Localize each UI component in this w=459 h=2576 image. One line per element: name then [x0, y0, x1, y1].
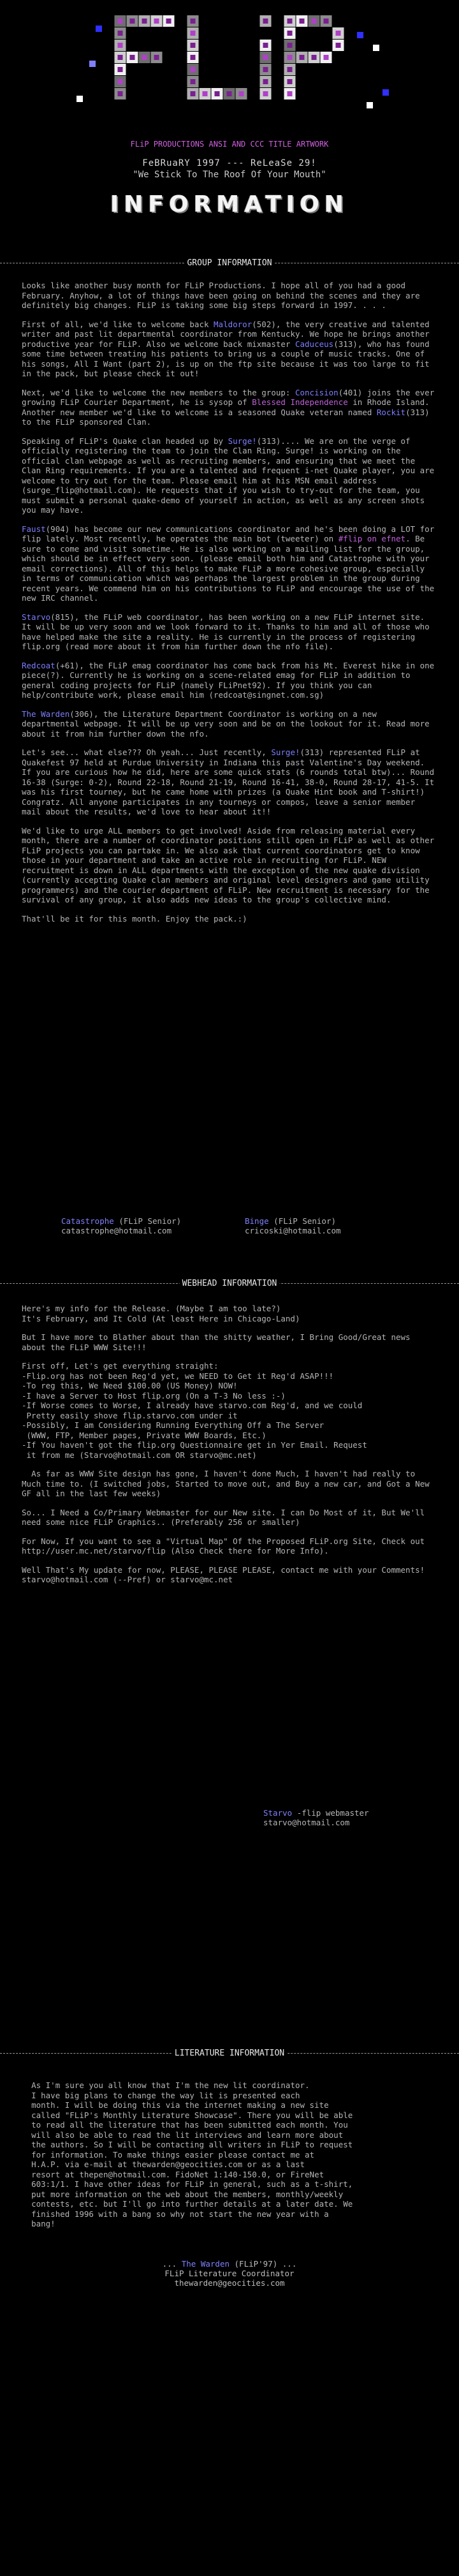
- member-name: Concision: [295, 387, 339, 397]
- paragraph-text: Here's my info for the Release. (Maybe I am too late?) It's February, and It Cold (At least Here in Chicago-Land): [22, 1304, 300, 1323]
- logo-sparkle: [89, 61, 96, 67]
- logo-block-core: [288, 31, 293, 36]
- logo-block-core: [263, 67, 268, 72]
- logo-sparkle: [382, 89, 389, 96]
- page-title: INFORMATION: [110, 191, 349, 217]
- signature-catastrophe: [61, 1216, 181, 1235]
- logo-block-core: [130, 18, 135, 24]
- webhead-information-divider: [0, 1278, 459, 1290]
- paragraph: [22, 747, 436, 817]
- literature-information-body: [22, 2080, 436, 2238]
- member-name: #flip on efnet: [338, 534, 406, 543]
- webhead-information-label: WEBHEAD INFORMATION: [180, 1278, 280, 1290]
- paragraph: [22, 1332, 436, 1352]
- logo-block-core: [191, 31, 196, 36]
- logo-block-core: [239, 91, 244, 96]
- logo-sparkle: [367, 102, 373, 108]
- logo-block-core: [324, 55, 329, 60]
- paragraph: [22, 524, 436, 603]
- signature-email: catastrophe@hotmail.com: [61, 1226, 172, 1235]
- signature-binge: [245, 1216, 341, 1235]
- logo-block-core: [215, 91, 220, 96]
- member-name: Starvo: [22, 612, 51, 622]
- paragraph-text: First of all, we'd like to welcome back: [22, 319, 214, 329]
- group-information-body: [22, 281, 436, 932]
- logo-block-core: [191, 55, 196, 60]
- logo-block-core: [118, 31, 123, 36]
- logo-block-core: [288, 43, 293, 48]
- paragraph-text: (306), the Literature Department Coordinator is working on a new departmental webpage. It will be up very soon and be on the lookout for it. Read more about it from him further down the nfo.: [22, 709, 430, 739]
- paragraph-text: (313), who has found some time between treating his patients to bring us a couple of music tracks. One of his songs, All I Want (part 2), is up on the ftp site because it was too large to fit in the pack, but please check it out!: [22, 339, 430, 378]
- signature-role: (FLiP Senior): [119, 1216, 182, 1226]
- signature-role: FLiP Literature Coordinator: [164, 2269, 295, 2278]
- member-name: Surge!: [228, 436, 257, 446]
- logo-block-core: [288, 55, 293, 60]
- paragraph-text: But I have more to Blather about than the shitty weather, I Bring Good/Great news about the FLiP WWW Site!!!: [22, 1332, 416, 1352]
- signature-name: Starvo: [263, 1808, 293, 1818]
- paragraph: [22, 1508, 436, 1527]
- logo-block-core: [288, 79, 293, 84]
- signature-role: -flip webmaster: [296, 1808, 369, 1818]
- logo-block-core: [263, 91, 268, 96]
- paragraph-text: Let's see... what else??? Oh yeah... Just recently,: [22, 747, 272, 757]
- paragraph: [22, 436, 436, 515]
- signature-suffix: (FLiP'97) ...: [229, 2259, 297, 2269]
- paragraph: [22, 612, 436, 652]
- logo-block-core: [118, 79, 123, 84]
- paragraph: [22, 914, 436, 924]
- logo-block-core: [191, 18, 196, 24]
- signature-name: Catastrophe: [61, 1216, 114, 1226]
- member-name: Faust: [22, 524, 46, 534]
- logo-block-core: [227, 91, 232, 96]
- release-line: FeBRuaRY 1997 --- ReLeaSe 29!: [142, 158, 317, 168]
- paragraph-text: . Be sure to come and visit sometime. He is also working on a mailing list for the group, which should be in effect very soon. (please email both him and Catastrophe with your email corrections). All of this helps to make FLiP a more cohesive group, especially in terms of communication which was perhaps the largest problem in the group during recent years. We commend him on his contributions to FLiP and encourage the use of the new IRC channel.: [22, 534, 435, 603]
- logo-art: [0, 0, 459, 153]
- paragraph-text: As far as WWW Site design has gone, I haven't done Much, I haven't had really to Much time to. (I switched jobs, Started to move out, and Buy a new car, and Got a New GF all in the last few weeks): [22, 1469, 435, 1498]
- member-name: Redcoat: [22, 660, 55, 670]
- logo-block-core: [263, 18, 268, 24]
- paragraph: [22, 2080, 436, 2229]
- logo-block-core: [118, 91, 123, 96]
- paragraph: [22, 1536, 436, 1556]
- paragraph-text: Looks like another busy month for FLiP Productions. I hope all of you had a good February. Anyhow, a lot of things have been going on behind the scenes and they are definitely big changes. FLiP is taking some big steps forward in 1997. . . .: [22, 281, 420, 310]
- motto: "We Stick To The Roof Of Your Mouth": [133, 170, 326, 180]
- logo-block-core: [118, 55, 123, 60]
- paragraph-text: For Now, If you want to see a "Virtual Map" Of the Proposed FLiP.org Site, Check out http://user.mc.net/starvo/flip (Also Check there for More Info).: [22, 1536, 430, 1556]
- logo-block-core: [142, 18, 147, 24]
- signature-starvo: [263, 1808, 369, 1827]
- logo-block-core: [154, 18, 159, 24]
- signature-name: The Warden: [181, 2259, 229, 2269]
- paragraph-text: As I'm sure you all know that I'm the new lit coordinator. I have big plans to change the way lit is presented each month. I will be doing this via the internet making a new site called "FLiP's Monthly Literature Showcase". There you will be able to read all the literature that has been submitted each month. You will also be able to read the lit interviews and learn more about the authors. So I will be contacting all writers in FLiP to request for information. To make things easier please contact me at H.A.P. via e-mail at thewarden@geocities.com or as a last resort at thepen@hotmail.com. FidoNet 1:140-150.0, or FireNet 603:1/1. I have other ideas for FLiP in general, such as a t-shirt, put more information on the web about the members, monthly/weekly contests, etc. but I'll go into further details at a later date. We finished 1996 with a bang so why not start the new year with a bang!: [31, 2080, 353, 2228]
- logo-sparkle: [357, 32, 363, 38]
- signature-email: thewarden@geocities.com: [174, 2278, 285, 2288]
- member-name: Rockit: [376, 407, 406, 417]
- logo-block-core: [336, 31, 341, 36]
- paragraph-text: First off, Let's get everything straight: -Flip.org has not been Reg'd yet, we NEED to Get it Reg'd ASAP!!! -To reg this, We Need $100.00 (US Money) NOW! -I have a Server to Host flip.org (On a T-3 No less :-) -If Worse comes to Worse, I already have starvo.com Reg'd, and we could Pretty easily shove flip.starvo.com under it -Possibly, I am Considering Running Everything Off a The Server (WWW, FTP, Member pages, Private WWW Boards, Etc.) -If You haven't got the flip.org Questionnaire get in Yer Email. Request it from me (Starvo@hotmail.com OR starvo@mc.net): [22, 1361, 367, 1460]
- member-name: Blessed Independence: [252, 397, 348, 407]
- member-name: The Warden: [22, 709, 70, 719]
- paragraph: [22, 661, 436, 700]
- paragraph: [22, 388, 436, 427]
- paragraph-text: (401) joins the ever growing FLiP Courier Department, he is sysop of: [22, 387, 435, 407]
- paragraph: [22, 281, 436, 311]
- logo-sparkle: [96, 26, 102, 32]
- webhead-information-body: [22, 1304, 436, 1594]
- logo-sparkle: [373, 45, 379, 51]
- paragraph-text: (313).... We are on the verge of officially registering the team to join the Clan Ring. Surge! is working on the official clan webpage as well as recruiting members, and ensuring that we meet the Clan Ring requirements. If you are a talented and frequent i-net Quake player, you are welcome to try out for the team. Please email him at his MSN email address (surge_flip@hotmail.com). He requests that if you wish to try-out for the team, you must submit a personal quake-demo of yourself in action, as well as any screen shots you may have.: [22, 436, 435, 515]
- paragraph-text: in Rhode Island. Another new member we'd like to welcome is a seasoned Quake veteran named: [22, 397, 430, 417]
- paragraph-text: Speaking of FLiP's Quake clan headed up by: [22, 436, 228, 446]
- logo-block-core: [312, 55, 317, 60]
- logo-block-core: [263, 79, 268, 84]
- group-information-label: GROUP INFORMATION: [184, 258, 274, 269]
- logo-block-core: [154, 55, 159, 60]
- logo-block-core: [312, 18, 317, 24]
- logo-block-core: [118, 43, 123, 48]
- paragraph: [22, 709, 436, 739]
- paragraph-text: (904) has become our new communications coordinator and he's been doing a LOT for flip lately. Most recently, he operates the main bot (tweeter) on: [22, 524, 435, 543]
- paragraph-text: (502), the very creative and talented writer and past lit departmental coordinator from Kentucky. We hope he brings another productive year for FLiP. Also we welcome back mixmaster: [22, 319, 430, 349]
- signature-email: cricoski@hotmail.com: [245, 1226, 341, 1235]
- logo-block-core: [288, 67, 293, 72]
- member-name: Surge!: [271, 747, 300, 757]
- logo-block-core: [288, 91, 293, 96]
- logo-block-core: [336, 43, 341, 48]
- logo-block-core: [288, 18, 293, 24]
- group-information-divider: [0, 258, 459, 269]
- logo-block-core: [263, 43, 268, 48]
- member-name: Caduceus: [295, 339, 334, 349]
- paragraph: [22, 1565, 436, 1585]
- paragraph-text: Well That's My update for now, PLEASE, PLEASE PLEASE, contact me with your Comments! starvo@hotmail.com (--Pref) or starvo@mc.net: [22, 1564, 430, 1584]
- paragraph-text: Next, we'd like to welcome the new members to the group:: [22, 387, 295, 397]
- logo-tagline: FLiP PRODUCTIONS ANSI AND CCC TITLE ARTWORK: [130, 140, 329, 149]
- paragraph: [22, 1361, 436, 1460]
- paragraph-text: (313) represented FLiP at Quakefest 97 held at Purdue University in Indiana this past Valentine's Day weekend. If you are curious how he did, here are some quick stats (6 rounds total btw)... Round 16-38 (Surge: 0-2), Round 22-18, Round 21-19, Round 16-41, 38-0, Round 28-17, 41-5. It was his first tourney, but he came home with prizes (a Quake Hint book and T-shirt!) Congratz. All anyone participates in any tourneys or compos, leave a senior member mail about the results, we'd love to hear about it!!: [22, 747, 435, 816]
- paragraph-text: (313) to the FLiP sponsored Clan.: [22, 407, 430, 427]
- logo-block-core: [263, 55, 268, 60]
- logo-block-core: [118, 67, 123, 72]
- logo-block-core: [300, 18, 305, 24]
- logo-block-core: [191, 43, 196, 48]
- signature-the-warden: [0, 2259, 459, 2288]
- logo-block-core: [300, 55, 305, 60]
- logo-block-core: [324, 18, 329, 24]
- logo-block-core: [130, 55, 135, 60]
- paragraph-text: (+61), the FLiP emag coordinator has come back from his Mt. Everest hike in one piece(?). Currently he is working on a scene-related emag for FLiP in addition to general coding projects for FLiP (namely FLiPnet92). If you think you can help/contribute work, please email him (redcoat@singnet.com.sg): [22, 660, 435, 700]
- member-name: Maldoror: [214, 319, 252, 329]
- paragraph: [22, 1304, 436, 1323]
- logo-block-core: [203, 91, 208, 96]
- logo-block-core: [142, 55, 147, 60]
- paragraph-text: That'll be it for this month. Enjoy the pack.:): [22, 913, 247, 924]
- literature-information-label: LITERATURE INFORMATION: [172, 2048, 287, 2059]
- signature-name: Binge: [245, 1216, 269, 1226]
- flip-logo: [0, 0, 459, 153]
- signature-email: starvo@hotmail.com: [263, 1818, 350, 1827]
- paragraph-text: (815), the FLiP web coordinator, has been working on a new FLiP internet site. It will be up very soon and we look forward to it. Thanks to him and all of those who have helped make the site a reality. He is currently in the process of registering flip.org (read more about it from him further down the nfo file).: [22, 612, 430, 651]
- logo-block-core: [118, 18, 123, 24]
- paragraph-text: So... I Need a Co/Primary Webmaster for our New site. I can Do Most of it, But We'll need some nice FLiP Graphics.. (Preferably 256 or smaller): [22, 1507, 430, 1527]
- logo-block-core: [191, 79, 196, 84]
- paragraph: [22, 1469, 436, 1499]
- signature-role: (FLiP Senior): [273, 1216, 337, 1226]
- paragraph: [22, 320, 436, 379]
- logo-block-core: [191, 67, 196, 72]
- logo-sparkle: [76, 96, 83, 102]
- paragraph: [22, 826, 436, 905]
- logo-block-core: [191, 91, 196, 96]
- logo-block-core: [166, 18, 171, 24]
- signature-prefix: ...: [162, 2259, 182, 2269]
- literature-information-divider: [0, 2048, 459, 2059]
- paragraph-text: We'd like to urge ALL members to get involved! Aside from releasing material every month, there are a number of coordinator positions still open in FLiP as well as other FLiP projects you can partake in. We also ask that current coordinators get to know those in your department and take an active role in recruiting for FLiP. NEW recruitment is down in ALL departments with the exception of the new quake division (currently accepting Quake clan members and original level designers and game utility programmers) and the courier department of FLiP. New recruitment is necessary for the survival of any group, it also adds new ideas to the group's collective mind.: [22, 825, 435, 904]
